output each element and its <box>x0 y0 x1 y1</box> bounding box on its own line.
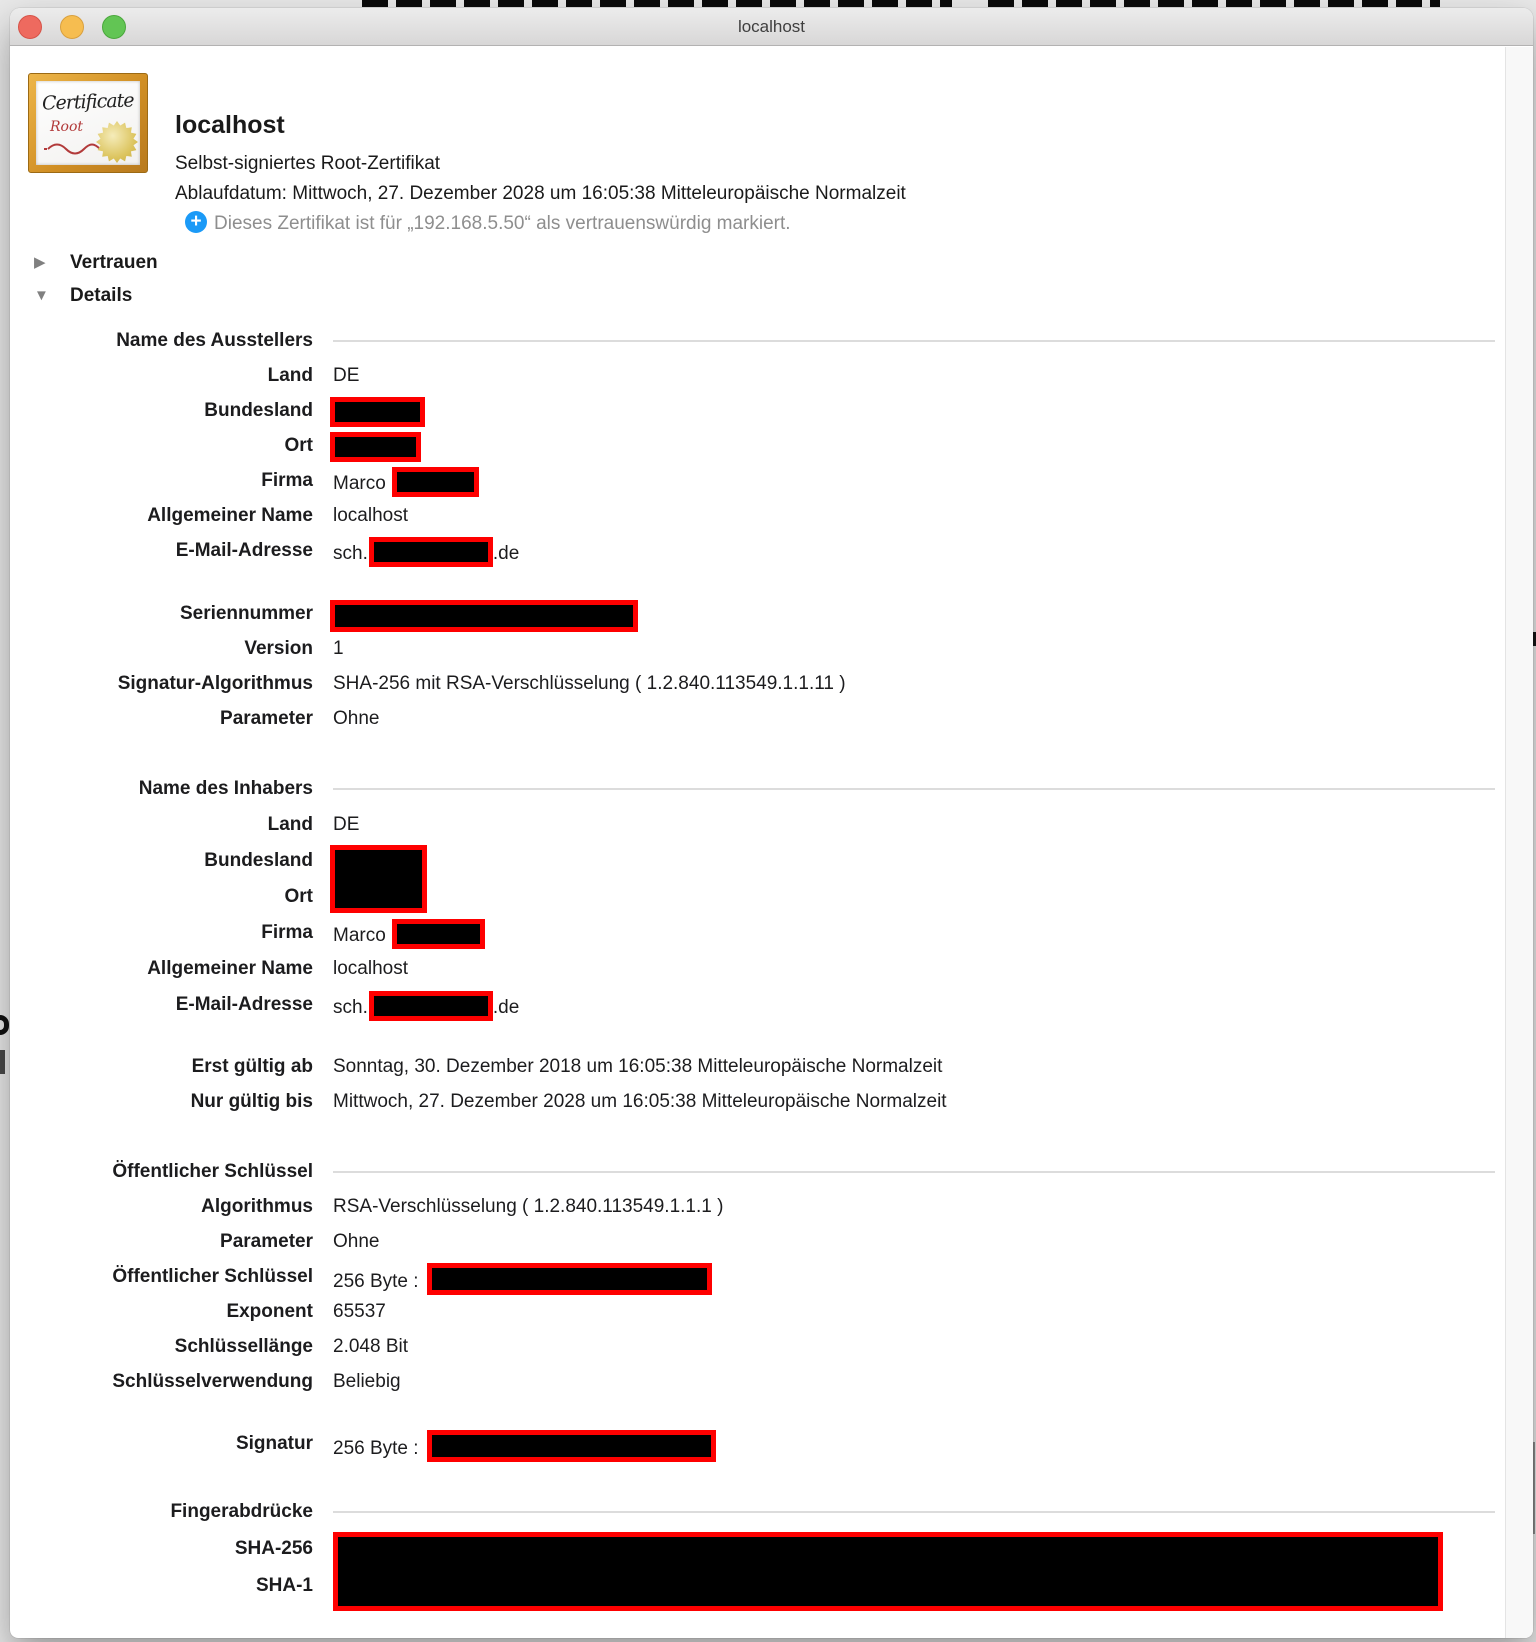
section-divider <box>333 340 1495 342</box>
parameter-row: Parameter Ohne <box>220 708 380 729</box>
flourish-icon <box>44 141 104 157</box>
subject-common-name-row: Allgemeiner Name localhost <box>147 958 408 979</box>
pubkey-parameter-row: Parameter Ohne <box>220 1231 380 1252</box>
issuer-heading-row: Name des Ausstellers <box>10 327 1505 355</box>
version-row: Version 1 <box>244 638 344 659</box>
key-size-row: Schlüssellänge 2.048 Bit <box>174 1336 408 1357</box>
fingerprints-heading-row: Fingerabdrücke <box>10 1498 1505 1526</box>
issuer-ort-row: Ort <box>10 432 1505 460</box>
pubkey-algorithm-row: Algorithmus RSA-Verschlüsselung ( 1.2.840.113549.1.1.1 ) <box>201 1196 724 1217</box>
background-redacted-fragment <box>362 0 952 7</box>
signature-algorithm-row: Signatur-Algorithmus SHA-256 mit RSA-Verschlüsselung ( 1.2.840.113549.1.1.11 ) <box>117 673 846 694</box>
pubkey-key-row: Öffentlicher Schlüssel 256 Byte : <box>10 1263 1505 1291</box>
redacted-value <box>330 397 425 427</box>
issuer-land-row: Land DE <box>267 365 360 386</box>
trusted-plus-icon: + <box>185 211 207 233</box>
serial-row: Seriennummer <box>10 600 1505 628</box>
subject-bundesland-row: Bundesland <box>204 850 313 871</box>
signature-row: Signatur 256 Byte : <box>10 1430 1505 1458</box>
redacted-value <box>427 1430 716 1462</box>
background-glyph-fragment <box>0 1015 9 1035</box>
issuer-email-row: E-Mail-Adresse sch. .de <box>10 537 1505 565</box>
certificate-name: localhost <box>175 111 285 139</box>
redacted-value <box>392 467 479 497</box>
subject-land-row: Land DE <box>267 814 360 835</box>
sha256-row: SHA-256 <box>234 1538 313 1559</box>
sha1-row: SHA-1 <box>255 1575 313 1596</box>
title-bar[interactable] <box>10 8 1533 46</box>
redacted-value <box>330 600 638 632</box>
seal-icon <box>96 121 138 163</box>
subject-firma-row: Firma Marco <box>10 919 1505 947</box>
redacted-value <box>427 1263 712 1295</box>
valid-from-row: Erst gültig ab Sonntag, 30. Dezember 2018 um 16:05:38 Mitteleuropäische Normalzeit <box>191 1056 943 1077</box>
certificate-window <box>10 8 1533 1638</box>
redacted-value <box>330 845 427 913</box>
redacted-value <box>330 432 421 462</box>
section-divider <box>333 1171 1495 1173</box>
key-usage-row: Schlüsselverwendung Beliebig <box>112 1371 401 1392</box>
subject-ort-row: Ort <box>284 886 313 907</box>
pubkey-heading-row: Öffentlicher Schlüssel <box>10 1158 1505 1186</box>
redacted-value <box>392 919 485 949</box>
redacted-value <box>369 537 493 567</box>
redacted-value <box>333 1532 1443 1611</box>
section-divider <box>333 1511 1495 1513</box>
subject-heading-row: Name des Inhabers <box>10 775 1505 803</box>
section-divider <box>333 788 1495 790</box>
certificate-expiry: Ablaufdatum: Mittwoch, 27. Dezember 2028 um 16:05:38 Mitteleuropäische Normalzeit <box>175 183 906 204</box>
disclosure-triangle-expanded-icon[interactable]: ▼ <box>34 287 49 304</box>
exponent-row: Exponent 65537 <box>226 1301 386 1322</box>
certificate-root-icon: Certificate Root <box>28 73 148 173</box>
scrollbar-track[interactable] <box>1505 47 1533 1638</box>
issuer-common-name-row: Allgemeiner Name localhost <box>147 505 408 526</box>
redacted-value <box>369 991 493 1021</box>
background-glyph-fragment <box>0 1050 5 1074</box>
window-title: localhost <box>737 17 806 36</box>
trust-note: Dieses Zertifikat ist für „192.168.5.50“ als vertrauenswürdig markiert. <box>214 213 791 234</box>
issuer-bundesland-row: Bundesland <box>10 397 1505 425</box>
valid-to-row: Nur gültig bis Mittwoch, 27. Dezember 2028 um 16:05:38 Mitteleuropäische Normalzeit <box>190 1091 947 1112</box>
issuer-firma-row: Firma Marco <box>10 467 1505 495</box>
certificate-type: Selbst-signiertes Root-Zertifikat <box>175 153 441 174</box>
subject-email-row: E-Mail-Adresse sch. .de <box>10 991 1505 1019</box>
background-redacted-fragment <box>988 0 1440 7</box>
certificate-detail-pane: Certificate Root localhost Selbst-signiertes Root-Zertifikat Ablaufdatum: Mittwoch, 27. Dezember 2028 um 16:05:38 Mitteleuropäische Normalzeit + Dieses Zertifikat ist für „192.168.5.50“ als vertrauenswürdig markiert. ▶ Vertrauen ▼ Details Name des Ausstellers Land DE Bundesland Ort Firma Marco Allgemeiner Name localhost E-Mail-Adresse sch. .de Seriennummer Version 1 Signatur-Algorithmus SHA-256 mit RSA-Verschlüsselung ( 1.2.840.113549.1.1.11 ) Parameter Ohne Name des Inhabers Land DE Bundesland Ort Firma Marco Allgemeiner Name localhost E-Mail-Adresse sch. .de Erst gültig ab Sonntag, 30. Dezember 2018 um 16:05:38 Mitteleuropäische Normalzeit Nur gültig bis Mittwoch, 27. Dezember 2028 um 16:05:38 Mitteleuropäische Normalzeit Öffentlicher Schlüssel Algorithmus RSA-Verschlüsselung ( 1.2.840.113549.1.1.1 ) Parameter Ohne Öffentlicher Schlüssel 256 Byte : Exponent 65537 Schlüssellänge 2.048 Bit Schlüsselverwendung Beliebig Signatur 256 Byte : Fingerabdrücke SHA-256 SHA-1 <box>10 47 1505 1638</box>
disclosure-triangle-collapsed-icon[interactable]: ▶ <box>34 254 46 271</box>
